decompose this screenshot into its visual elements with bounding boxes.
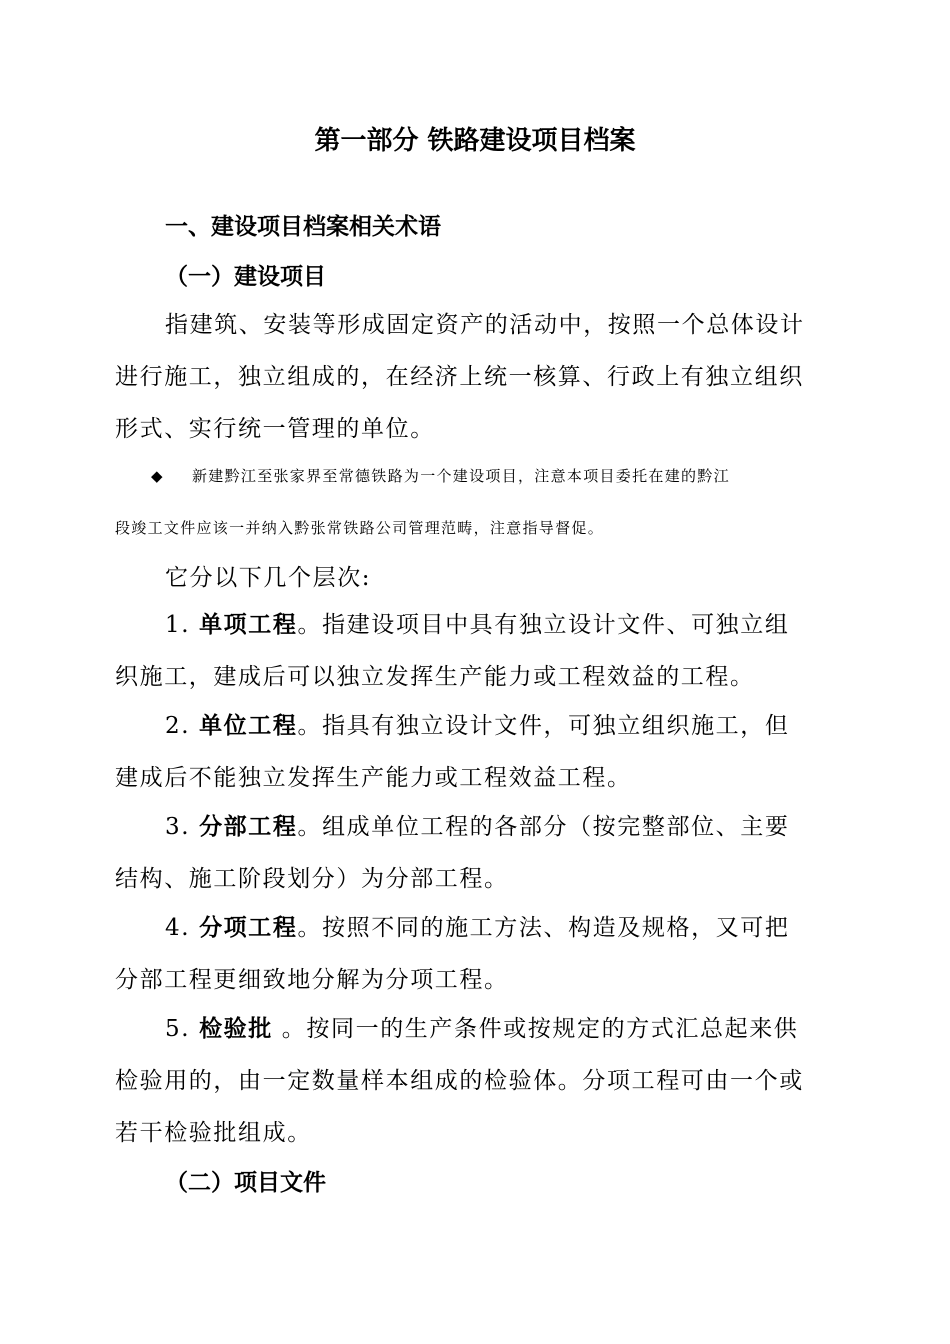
list-item-text: 。按照不同的施工方法、构造及规格，又可把 <box>297 915 790 941</box>
definition-line-3: 形式、实行统一管理的单位。 <box>115 416 435 442</box>
list-item-term: 单项工程 <box>199 612 298 638</box>
section-heading: 一、建设项目档案相关术语 <box>165 214 441 240</box>
list-item-5-cont: 检验用的，由一定数量样本组成的检验体。分项工程可由一个或 <box>115 1068 804 1094</box>
list-item-number: 1. <box>165 612 191 638</box>
note-line-2: 段竣工文件应该一并纳入黔张常铁路公司管理范畴，注意指导督促。 <box>115 519 605 537</box>
diamond-bullet-icon: ◆ <box>151 467 163 485</box>
list-item-text: 。指建设项目中具有独立设计文件、可独立组 <box>297 612 790 638</box>
page-title: 第一部分 铁路建设项目档案 <box>314 126 636 156</box>
note-line-1: 新建黔江至张家界至常德铁路为一个建设项目，注意本项目委托在建的黔江 <box>192 467 730 485</box>
list-item-1 <box>165 614 789 637</box>
list-item-number: 3. <box>165 814 191 840</box>
list-item-5-cont-2: 若干检验批组成。 <box>115 1120 312 1146</box>
list-item-4 <box>165 917 789 940</box>
list-item-number: 5. <box>165 1016 191 1042</box>
list-item-term: 分项工程 <box>199 915 298 941</box>
list-item-term: 分部工程 <box>199 814 298 840</box>
list-item-2 <box>165 715 789 738</box>
list-item-2-cont: 建成后不能独立发挥生产能力或工程效益工程。 <box>115 765 632 791</box>
list-item-3-cont: 结构、施工阶段划分）为分部工程。 <box>115 866 509 892</box>
list-item-term: 检验批 <box>199 1016 273 1042</box>
list-item-text: 。指具有独立设计文件，可独立组织施工，但 <box>297 713 790 739</box>
levels-intro: 它分以下几个层次: <box>165 565 372 591</box>
subsection-heading-files: （二）项目文件 <box>165 1170 326 1196</box>
list-item-4-cont: 分部工程更细致地分解为分项工程。 <box>115 967 509 993</box>
list-item-number: 4. <box>165 915 191 941</box>
list-item-3 <box>165 816 789 839</box>
definition-line-1: 指建筑、安装等形成固定资产的活动中，按照一个总体设计 <box>165 312 805 338</box>
list-item-text: 。按同一的生产条件或按规定的方式汇总起来供 <box>272 1016 799 1042</box>
subsection-heading-project: （一）建设项目 <box>165 264 326 290</box>
list-item-number: 2. <box>165 713 191 739</box>
list-item-5 <box>165 1018 798 1041</box>
definition-line-2: 进行施工，独立组成的，在经济上统一核算、行政上有独立组织 <box>115 364 804 390</box>
list-item-term: 单位工程 <box>199 713 298 739</box>
list-item-text: 。组成单位工程的各部分（按完整部位、主要 <box>297 814 790 840</box>
list-item-1-cont: 织施工，建成后可以独立发挥生产能力或工程效益的工程。 <box>115 664 755 690</box>
